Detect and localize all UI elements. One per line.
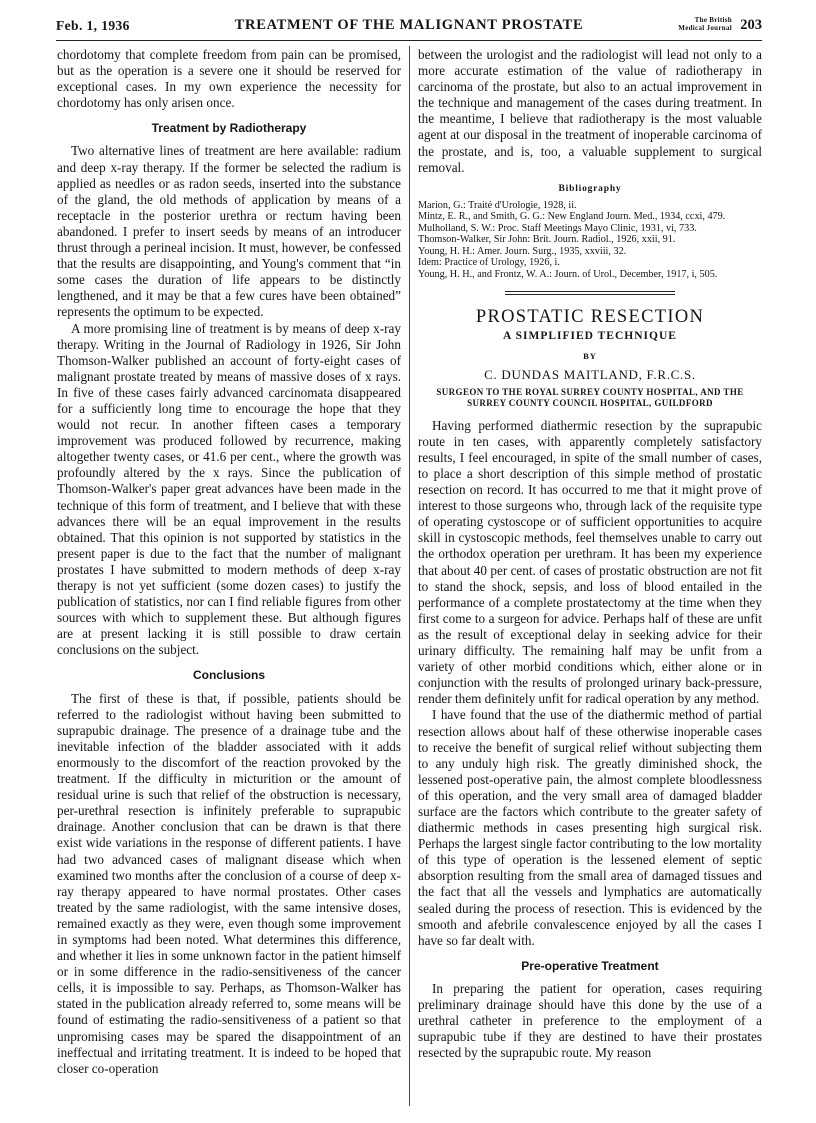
paragraph: Two alternative lines of treatment are here available: radium and deep x-ray therapy. If the former be selected the radium is applied as needles or as radon seeds, inserted into the substance of the gland, the old methods of application by means of a receptacle in the posterior urethra or rectum having been abandoned. I prefer to insert seeds by means of an introducer thrust through a perineal incision. It must, however, be confessed that the results are disappointing, and Young's comment that “in some cases the duration of life appears to be distinctly lengthened, and it may be that a few cures have been obtained” represents the optimum to be expected.	[57, 143, 401, 320]
bibliography-entry: Young, H. H.: Amer. Journ. Surg., 1935, xxviii, 32.	[418, 245, 627, 257]
paragraph: Having performed diathermic resection by the suprapubic route in ten cases, with apparently completely satisfactory results, I feel encouraged, in spite of the small number of cases, to place a short description of this simple method of prostatic resection on record. It has occurred to me that it might prove of interest to those surgeons who, through lack of the requisite type of operating cystoscope or of sufficient opportunities to acquire skill in cystoscopic methods, feel themselves unable to carry out the orthodox operation per urethram. It has been my experience that about 40 per cent. of cases of prostatic obstruction are not fit to stand the shock, sepsis, and loss of blood entailed in the performance of a complete prostatectomy at the time when they first come to a surgeon for advice. Perhaps half of these are unfit as the result of exceptional delay in seeking advice for their urinary difficulty. The remaining half may be unfit from a variety of other morbid conditions which, either alone or in conjunction with the results of prolonged urinary back-pressure, render them definitely unfit for radical operation by any method.	[418, 417, 762, 707]
paragraph: The first of these is that, if possible, patients should be referred to the radiologist without having been submitted to suprapubic drainage. The presence of a drainage tube and the inevitable infection of the bladder associated with it adds enormously to the discomfort of the reaction provoked by the treatment. If the difficulty in micturition or the amount of residual urine is such that relief of the obstruction is necessary, per-urethral resection is infinitely preferable to suprapubic drainage. Another conclusion that can be drawn is that there exist wide variations in the response of different patients. I have had two advanced cases of malignant disease which when examined two months after the conclusion of a course of deep x-ray therapy appeared to have normal prostates. Other cases treated by the same radiologist, with the same intensive doses, remained exactly as they were, even though some improvement in symptoms had been noted. What determines this difference, and whether it lies in some unknown factor in the patient himself or in some difference in the radio-sensitiveness of the cancer cells, it is impossible to say. Perhaps, as Thomson-Walker has stated in the publication already referred to, some means will be found of estimating the radio-sensitiveness of a patient so that unpromising cases may be spared the disappointment of an ineffectual and irritating treatment. It is indeed to be hoped that closer co-operation	[57, 690, 401, 1076]
bibliography-entry: Young, H. H., and Frontz, W. A.: Journ. of Urol., December, 1917, i, 505.	[418, 268, 718, 280]
running-header	[56, 14, 762, 38]
bibliography-entry: Thomson-Walker, Sir John: Brit. Journ. Radiol., 1926, xxii, 91.	[418, 234, 676, 246]
left-column	[57, 47, 401, 1077]
byline-label: BY	[583, 350, 597, 361]
page-number: 203	[740, 17, 762, 33]
author-affiliation: SURGEON TO THE ROYAL SURREY COUNTY HOSPITAL, AND THE SURREY COUNTY COUNCIL HOSPITAL, GUILDFORD	[436, 386, 744, 409]
paragraph: between the urologist and the radiologist will lead not only to a more accurate estimation of the value of radiotherapy in carcinoma of the prostate, but also to an actual improvement in the technique and management of the cases during treatment. In the meantime, I believe that radiotherapy is the most valuable agent at our disposal in the treatment of inoperable carcinoma of the prostate, and is, too, a valuable supplement to surgical removal.	[418, 47, 762, 175]
article-author: C. DUNDAS MAITLAND, F.R.C.S.	[484, 366, 696, 382]
right-column	[418, 47, 762, 1061]
paragraph: A more promising line of treatment is by means of deep x-ray therapy. Writing in the Journal of Radiology in 1926, Sir John Thomson-Walker published an account of forty-eight cases of malignant prostate treated by means of massive doses of x rays. In five of these cases fairly advanced carcinomata disappeared for a sufficiently long time to encourage the hope that they would not recur. In another fifteen cases a temporary improvement was produced followed by recurrence, making altogether twenty cases, or 41.6 per cent., where the growth was profoundly altered by the x rays. Since the publication of Thomson-Walker's paper great advances have been made in the technique of this form of treatment, and I believe that with these advances there will be an equal improvement in the results obtained. That this opinion is not supported by statistics in the present paper is due to the fact that the number of malignant prostates I have submitted to modern methods of deep x-ray therapy is not yet sufficient (some dozen cases) to justify the publication of statistics, nor can I find reliable figures from other sources with which to supplement these. But although figures are at present lacking it is still possible to draw certain conclusions on the subject.	[57, 320, 401, 658]
paragraph: I have found that the use of the diathermic method of partial resection allows about half of these otherwise inoperable cases to receive the benefit of surgical relief without subjecting them to any unduly high risk. The greatly diminished shock, the lessened post-operative pain, the almost complete bloodlessness of this operation, and the very small area of damaged bladder surface are the factors which contribute to the greater safety of diathermic methods in cases presenting high surgical risk. Perhaps the largest single factor contributing to the low mortality of this type of operation is the lessened element of septic absorption resulting from the small area of damaged tissues and the fact that all the vessels and lymphatics are automatically sealed during the process of resection. This is evidenced by the smooth and afebrile convalescence enjoyed by all the cases I have so far dealt with.	[418, 707, 762, 948]
header-rule	[56, 40, 762, 41]
section-heading-preoperative: Pre-operative Treatment	[521, 958, 659, 973]
section-heading-conclusions: Conclusions	[192, 668, 265, 683]
issue-date: Feb. 1, 1936	[56, 18, 130, 33]
bibliography-entry: Mulholland, S. W.: Proc. Staff Meetings Mayo Clinic, 1931, vi, 733.	[418, 222, 697, 234]
article-separator	[505, 291, 675, 295]
bibliography-heading: Bibliography	[558, 183, 622, 194]
column-divider	[409, 46, 410, 1106]
bibliography-entry: Marion, G.: Traité d'Urologie, 1928, ii.	[418, 199, 577, 211]
paragraph: chordotomy that complete freedom from pain can be promised, but as the operation is a severe one it should be reserved for exceptional cases. In my own experience the necessity for chordotomy has only arisen once.	[57, 47, 401, 111]
article-title: PROSTATIC RESECTION	[475, 307, 705, 328]
running-title: TREATMENT OF THE MALIGNANT PROSTATE	[234, 17, 584, 33]
bibliography-entry: Idem: Practice of Urology, 1926, i.	[418, 257, 560, 269]
bibliography-entry: Mintz, E. R., and Smith, G. G.: New England Journ. Med., 1934, ccxi, 479.	[418, 211, 726, 223]
journal-name: The British Medical Journal	[678, 16, 732, 32]
article-subtitle: A SIMPLIFIED TECHNIQUE	[503, 330, 677, 343]
paragraph: In preparing the patient for operation, cases requiring preliminary drainage should have this done by the use of a urethral catheter in preference to the employment of a suprapubic tube if they are destined to have their prostates resected by the suprapubic route. My reason	[418, 980, 762, 1061]
section-heading-radiotherapy: Treatment by Radiotherapy	[151, 121, 307, 136]
